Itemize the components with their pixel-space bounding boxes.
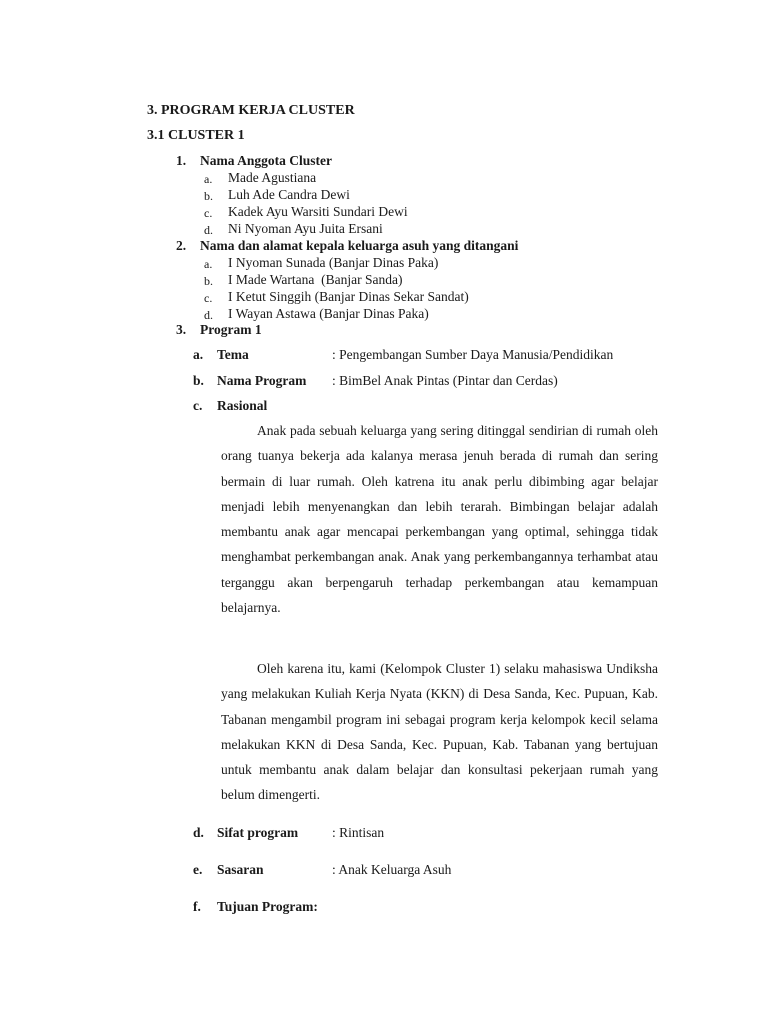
sub-marker: b. [204, 189, 213, 203]
list-item: I Nyoman Sunada (Banjar Dinas Paka) [228, 255, 439, 270]
list-item: Ni Nyoman Ayu Juita Ersani [228, 221, 383, 236]
list-item: Made Agustiana [228, 170, 317, 185]
program-label-tema: Tema [217, 347, 249, 362]
list-item: Kadek Ayu Warsiti Sundari Dewi [228, 204, 408, 219]
program-marker: f. [193, 899, 201, 914]
sub-marker: c. [204, 291, 213, 305]
list-item: I Ketut Singgih (Banjar Dinas Sekar Sandat) [228, 289, 469, 304]
list-marker: 1. [176, 153, 187, 168]
program-marker: c. [193, 398, 203, 413]
sub-marker: d. [204, 223, 213, 237]
program-value-sifat: : Rintisan [332, 825, 385, 840]
program-value-sasaran: : Anak Keluarga Asuh [332, 862, 452, 877]
program-label-nama: Nama Program [217, 373, 307, 388]
list-item: I Wayan Astawa (Banjar Dinas Paka) [228, 306, 429, 321]
list-marker: 2. [176, 238, 187, 253]
sub-marker: b. [204, 274, 213, 288]
rasional-paragraph-2: Oleh karena itu, kami (Kelompok Cluster 1) selaku mahasiswa Undiksha yang melakukan Kuliah Kerja Nyata (KKN) di Desa Sanda, Kec. Pupuan, Kab. Tabanan mengambil program ini sebagai program kerja kelompok kecil selama melakukan KKN di Desa Sanda, Kec. Pupuan, Kab. Tabanan yang bertujuan untuk membantu anak dalam belajar dan konsultasi pekerjaan rumah yang belum dimengerti. [221, 661, 658, 803]
program-marker: a. [193, 347, 204, 362]
list-marker: 3. [176, 322, 187, 337]
subsection-title: 3.1 CLUSTER 1 [147, 128, 245, 143]
section-title: 3. PROGRAM KERJA CLUSTER [147, 103, 355, 118]
program-marker: d. [193, 825, 204, 840]
sub-marker: c. [204, 206, 213, 220]
list-item: Luh Ade Candra Dewi [228, 187, 350, 202]
program-value-tema: : Pengembangan Sumber Daya Manusia/Pendidikan [332, 347, 614, 362]
program-label-rasional: Rasional [217, 398, 268, 413]
sub-marker: a. [204, 257, 213, 271]
list-item: I Made Wartana (Banjar Sanda) [228, 272, 403, 287]
program-label-tujuan: Tujuan Program: [217, 899, 318, 914]
program-label-sifat: Sifat program [217, 825, 299, 840]
rasional-paragraph-1: Anak pada sebuah keluarga yang sering ditinggal sendirian di rumah oleh orang tuanya bekerja ada kalanya merasa jenuh berada di rumah dan sering bermain di luar rumah. Oleh katrena itu anak perlu dibimbing agar belajar menjadi lebih menyenangkan dan lebih terarah. Bimbingan belajar adalah membantu anak agar mencapai perkembangan yang optimal, sehingga tidak menghambat perkembangan anak. Anak yang perkembangannya terhambat atau terganggu akan berpengaruh terhadap perkembangan atau kemampuan belajarnya. [221, 423, 658, 616]
list-item-title: Nama dan alamat kepala keluarga asuh yang ditangani [200, 238, 519, 253]
program-label-sasaran: Sasaran [217, 862, 264, 877]
sub-marker: d. [204, 308, 213, 322]
list-item-title: Nama Anggota Cluster [200, 153, 332, 168]
program-marker: b. [193, 373, 204, 388]
list-item-title: Program 1 [200, 322, 262, 337]
program-marker: e. [193, 862, 203, 877]
program-value-nama: : BimBel Anak Pintas (Pintar dan Cerdas) [332, 373, 558, 388]
sub-marker: a. [204, 172, 213, 186]
